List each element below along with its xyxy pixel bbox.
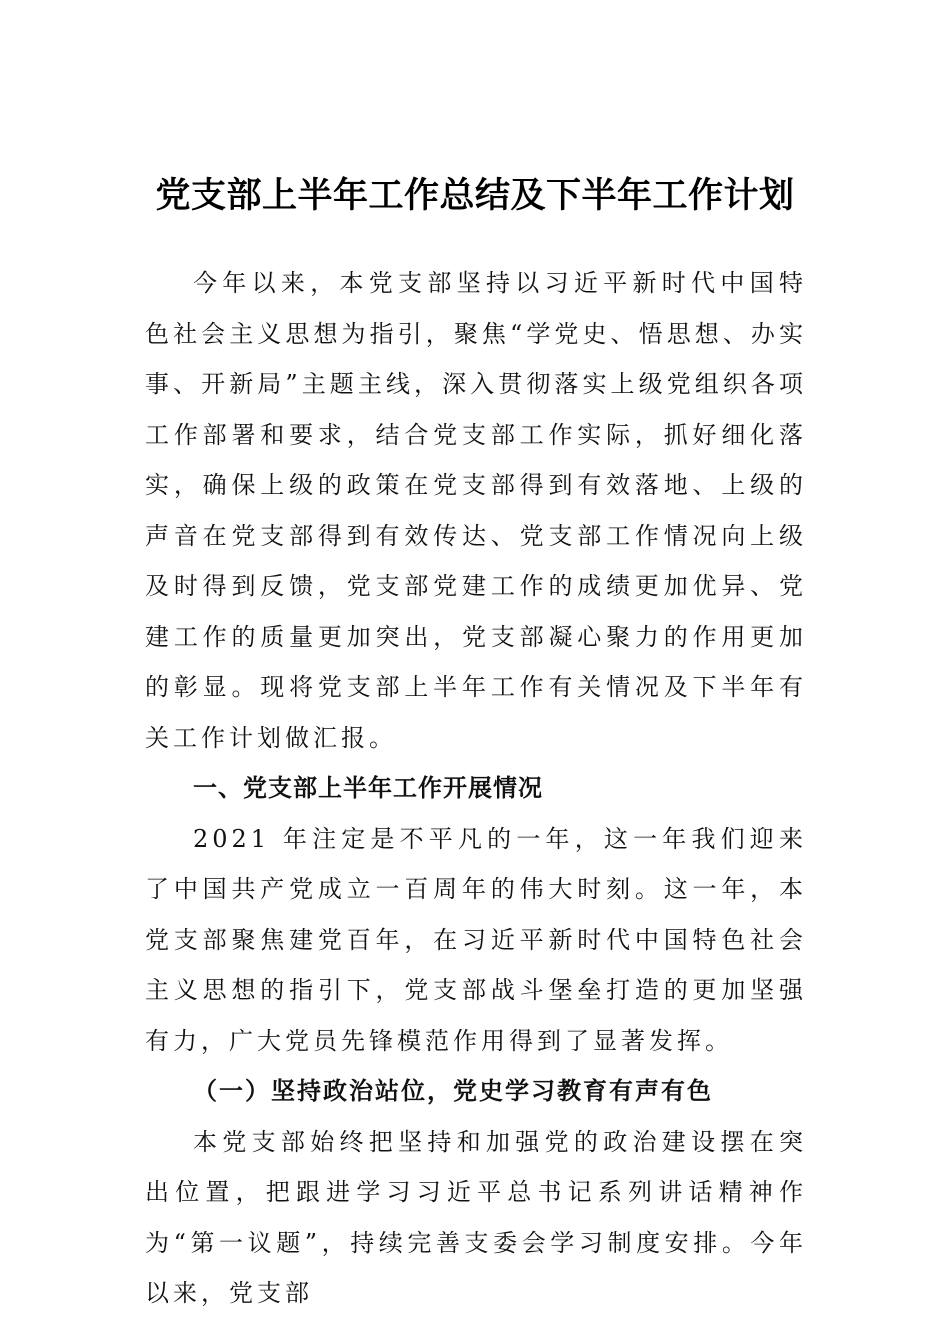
section-heading: 一、党支部上半年工作开展情况 [193,774,543,802]
subsection-paragraph: 本党支部始终把坚持和加强党的政治建设摆在突出位置，把跟进学习习近平总书记系列讲话精神作为“第一议题”，持续完善支委会学习制度安排。今年以来，党支部 [145,1127,807,1307]
section-paragraph: 2021 年注定是不平凡的一年，这一年我们迎来了中国共产党成立一百周年的伟大时刻。这一年，本党支部聚焦建党百年，在习近平新时代中国特色社会主义思想的指引下，党支部战斗堡垒打造的更加坚强有力，广大党员先锋模范作用得到了显著发挥。 [145,824,807,1055]
document-body [145,258,807,1319]
intro-paragraph: 今年以来，本党支部坚持以习近平新时代中国特色社会主义思想为指引，聚焦“学党史、悟思想、办实事、开新局”主题主线，深入贯彻落实上级党组织各项工作部署和要求，结合党支部工作实际，抓好细化落实，确保上级的政策在党支部得到有效落地、上级的声音在党支部得到有效传达、党支部工作情况向上级及时得到反馈，党支部党建工作的成绩更加优异、党建工作的质量更加突出，党支部凝心聚力的作用更加的彰显。现将党支部上半年工作有关情况及下半年有关工作计划做汇报。 [145,269,807,752]
document-title: 党支部上半年工作总结及下半年工作计划 [155,175,795,216]
subsection-heading: （一）坚持政治站位，党史学习教育有声有色 [193,1076,713,1105]
